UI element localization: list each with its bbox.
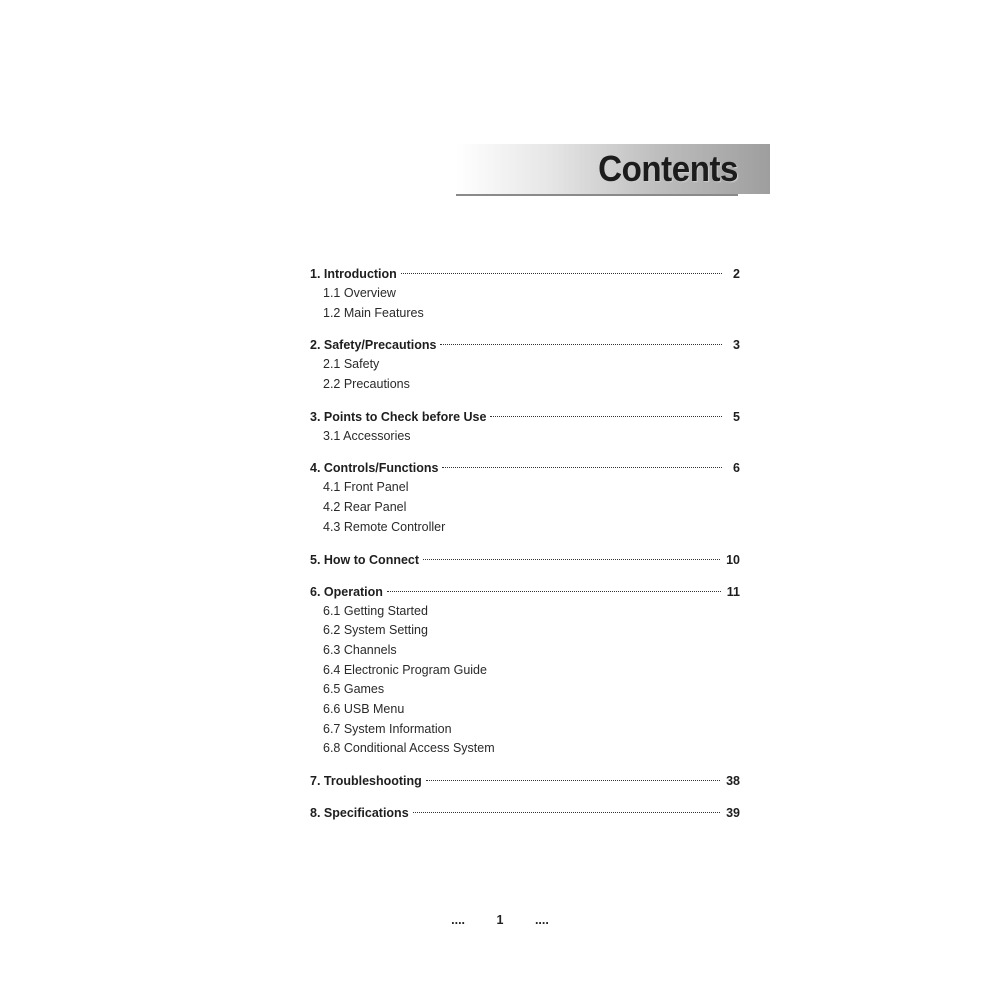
page-footer	[0, 913, 1000, 927]
toc-subsection-item: 2.2 Precautions	[323, 377, 410, 392]
toc-entry-title: 6. Operation	[310, 584, 383, 599]
toc-section	[310, 582, 740, 760]
toc-entry-title: 5. How to Connect	[310, 552, 420, 567]
toc-subsection-item: 4.1 Front Panel	[323, 480, 409, 495]
toc-subsection-item: 3.1 Accessories	[323, 428, 411, 443]
toc-subsection-item: 6.3 Channels	[323, 642, 397, 657]
toc-subsection-list	[310, 478, 740, 537]
toc-entry-page-number: 5	[733, 409, 740, 424]
toc-entry	[310, 264, 740, 284]
toc-subsection-item: 1.1 Overview	[323, 286, 396, 300]
page-title: Contents	[598, 148, 738, 189]
toc-entry-page-number: 2	[733, 267, 740, 281]
toc-subsection-list	[310, 284, 740, 323]
toc-subsection-item: 6.7 System Information	[323, 721, 452, 736]
toc-subsection-item: 6.5 Games	[323, 682, 385, 697]
dot-leader	[440, 344, 722, 345]
dot-leader	[442, 467, 722, 468]
toc-subsection-item: 4.3 Remote Controller	[323, 519, 446, 534]
toc-subsection-list	[310, 427, 740, 447]
toc-entry-title: 8. Specifications	[310, 806, 409, 820]
toc-subsection-list	[310, 355, 740, 394]
page-number: 1	[496, 913, 504, 927]
toc-subsection-item: 6.8 Conditional Access System	[323, 741, 495, 756]
dot-leader	[413, 812, 720, 813]
toc-section	[310, 335, 740, 394]
dot-leader	[423, 559, 720, 560]
toc-subsection-item: 6.1 Getting Started	[323, 603, 428, 618]
dot-leader	[490, 416, 722, 417]
toc-entry-page-number: 39	[726, 806, 740, 820]
toc-entry	[310, 771, 740, 791]
toc-section	[310, 550, 740, 570]
toc-section	[310, 458, 740, 537]
toc-entry	[310, 407, 740, 427]
toc-entry-title: 3. Points to Check before Use	[310, 409, 487, 424]
toc-subsection-item: 4.2 Rear Panel	[323, 500, 407, 515]
toc-section	[310, 771, 740, 791]
dot-leader	[426, 780, 720, 781]
toc-subsection-item: 6.4 Electronic Program Guide	[323, 662, 487, 677]
toc-entry	[310, 803, 740, 823]
toc-entry-page-number: 3	[733, 338, 740, 353]
contents-title-banner	[456, 144, 770, 194]
toc-entry	[310, 458, 740, 478]
toc-entry-title: 4. Controls/Functions	[310, 461, 439, 476]
toc-entry-page-number: 10	[726, 552, 740, 567]
toc-entry-page-number: 11	[726, 584, 740, 599]
toc-subsection-item: 2.1 Safety	[323, 357, 380, 372]
toc-entry-title: 7. Troubleshooting	[310, 774, 422, 788]
toc-subsection-item: 6.2 System Setting	[323, 623, 428, 638]
footer-dots-left: ....	[451, 913, 466, 927]
toc-section	[310, 264, 740, 323]
toc-entry-title: 2. Safety/Precautions	[310, 338, 437, 353]
toc-entry	[310, 550, 740, 570]
toc-section	[310, 407, 740, 447]
toc-entry-title: 1. Introduction	[310, 267, 397, 281]
toc-subsection-list	[310, 602, 740, 760]
dot-leader	[401, 273, 722, 274]
dot-leader	[387, 591, 721, 592]
toc-entry	[310, 582, 740, 602]
toc-subsection-item: 1.2 Main Features	[323, 305, 424, 320]
toc-entry	[310, 335, 740, 355]
toc-section	[310, 803, 740, 823]
toc-entry-page-number: 38	[726, 774, 740, 788]
toc-entry-page-number: 6	[733, 461, 740, 476]
toc-subsection-item: 6.6 USB Menu	[323, 701, 405, 716]
footer-dots-right: ....	[534, 913, 549, 927]
table-of-contents	[310, 264, 740, 835]
